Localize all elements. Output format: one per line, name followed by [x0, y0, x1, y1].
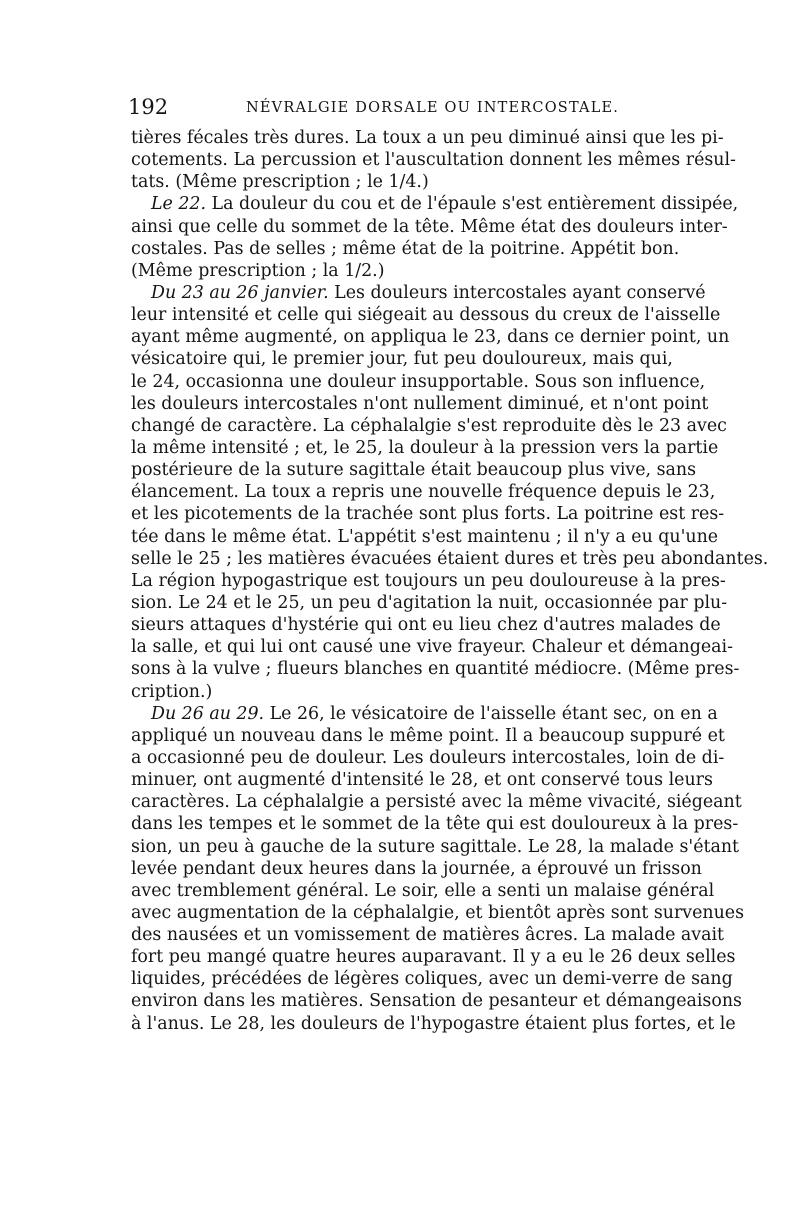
text-line: costales. Pas de selles ; même état de la poitrine. Appétit bon.: [131, 238, 680, 259]
text-line: sons à la vulve ; flueurs blanches en quantité médiocre. (Même pres-: [131, 659, 740, 680]
text-line: la même intensité ; et, le 25, la douleur à la pression vers la partie: [131, 437, 719, 458]
date-heading: Du 23 au 26 janvier.: [151, 282, 329, 303]
text-line: cription.): [131, 681, 213, 702]
text-line: postérieure de la suture sagittale était beaucoup plus vive, sans: [131, 460, 696, 481]
text-line: selle le 25 ; les matières évacuées étaient dures et très peu abondantes.: [131, 548, 769, 569]
date-heading: Du 26 au 29.: [151, 703, 265, 724]
text-line: liquides, précédées de légères coliques, avec un demi-verre de sang: [131, 969, 733, 990]
date-heading: Le 22.: [151, 194, 207, 215]
text-line: (Même prescription ; la 1/2.): [131, 260, 385, 281]
text-line: le 24, occasionna une douleur insupportable. Sous son influence,: [131, 371, 706, 392]
text-line: dans les tempes et le sommet de la tête qui est douloureux à la pres-: [131, 814, 739, 835]
text-line: ainsi que celle du sommet de la tête. Même état des douleurs inter-: [131, 216, 728, 237]
body-text: [131, 127, 769, 1035]
text-line: changé de caractère. La céphalalgie s'est reproduite dès le 23 avec: [131, 415, 727, 436]
text-line: La région hypogastrique est toujours un peu douloureuse à la pres-: [131, 570, 726, 591]
page-header: [128, 94, 668, 120]
text-line: leur intensité et celle qui siégeait au dessous du creux de l'aisselle: [131, 305, 721, 326]
text-line: tée dans le même état. L'appétit s'est maintenu ; il n'y a eu qu'une: [131, 526, 719, 547]
text-line: cotements. La percussion et l'auscultation donnent les mêmes résul-: [131, 150, 736, 171]
text-line: la salle, et qui lui ont causé une vive frayeur. Chaleur et démangeai-: [131, 637, 733, 658]
text-line: les douleurs intercostales n'ont nullement diminué, et n'ont point: [131, 393, 709, 414]
text-line: avec tremblement général. Le soir, elle a senti un malaise général: [131, 880, 715, 901]
text-line: minuer, ont augmenté d'intensité le 28, et ont conservé tous leurs: [131, 770, 713, 791]
text-line: ayant même augmenté, on appliqua le 23, dans ce dernier point, un: [131, 327, 730, 348]
text-line: élancement. La toux a repris une nouvelle fréquence depuis le 23,: [131, 482, 716, 503]
text-line: sion. Le 24 et le 25, un peu d'agitation la nuit, occasionnée par plu-: [131, 592, 728, 613]
text-line: Du 23 au 26 janvier. Les douleurs intercostales ayant conservé: [151, 282, 706, 303]
page-number: 192: [128, 95, 169, 119]
text-line: caractères. La céphalalgie a persisté avec la même vivacité, siégeant: [131, 792, 742, 813]
text-line: des nausées et un vomissement de matières âcres. La malade avait: [131, 925, 725, 946]
text-line: Le 22. La douleur du cou et de l'épaule s'est entièrement dissipée,: [151, 194, 739, 215]
running-title: NÉVRALGIE DORSALE OU INTERCOSTALE.: [246, 100, 620, 116]
text-line: fort peu mangé quatre heures auparavant. Il y a eu le 26 deux selles: [131, 947, 736, 968]
text-line: vésicatoire qui, le premier jour, fut peu douloureux, mais qui,: [131, 349, 673, 370]
text-line: tières fécales très dures. La toux a un peu diminué ainsi que les pi-: [131, 128, 724, 148]
text-line: appliqué un nouveau dans le même point. Il a beaucoup suppuré et: [131, 725, 725, 746]
text-line: avec augmentation de la céphalalgie, et bientôt après sont survenues: [131, 902, 745, 923]
text-line: sieurs attaques d'hystérie qui ont eu lieu chez d'autres malades de: [131, 615, 721, 636]
text-line: sion, un peu à gauche de la suture sagittale. Le 28, la malade s'étant: [131, 836, 740, 857]
text-line: à l'anus. Le 28, les douleurs de l'hypogastre étaient plus fortes, et le: [131, 1013, 736, 1034]
text-line: levée pendant deux heures dans la journée, a éprouvé un frisson: [131, 858, 702, 879]
text-line: tats. (Même prescription ; le 1/4.): [131, 172, 429, 193]
text-line: environ dans les matières. Sensation de pesanteur et démangeaisons: [131, 991, 742, 1012]
text-line: et les picotements de la trachée sont plus forts. La poitrine est res-: [131, 504, 725, 525]
text-line: Du 26 au 29. Le 26, le vésicatoire de l'aisselle étant sec, on en a: [151, 703, 718, 724]
text-line: a occasionné peu de douleur. Les douleurs intercostales, loin de di-: [131, 747, 725, 768]
